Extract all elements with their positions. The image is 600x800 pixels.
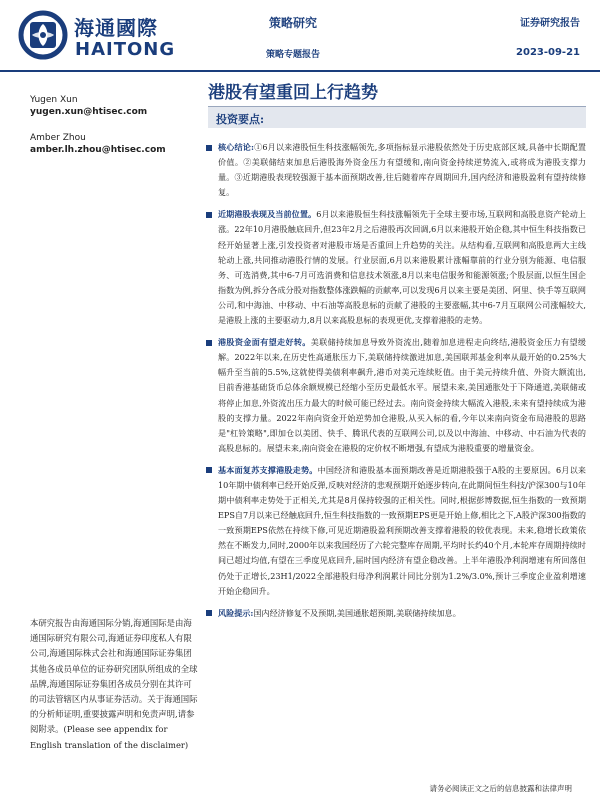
square-bullet-icon xyxy=(206,610,212,616)
section-lead: 基本面复苏支撑港股走势。 xyxy=(218,464,318,475)
section-lead: 港股资金面有望走好转。 xyxy=(218,337,311,348)
header-divider xyxy=(0,70,600,72)
report-date: 2023-09-21 xyxy=(516,47,580,58)
key-points-label: 投资要点: xyxy=(216,113,265,126)
report-category: 策略研究 xyxy=(268,16,317,30)
section-text: 国内经济修复不及预期,美国通胀超预期,美联储持续加息。 xyxy=(253,607,461,618)
section-text: 6月以来港股恒生科技涨幅领先于全球主要市场,互联网和高股息资产轮动上涨。22年10月港股触底回升,但23年2月之后港股再次回调,6月以来港股开始企稳,其中恒生科技指数已经开始显著上涨,引发投资者对港股市场是否重回上升趋势的关注。从结构看,互联网和高股息两大主线轮动上涨,共同推动港股行情的发展。行业层面,6月以来港股累计涨幅靠前的行业分别为能源、电信服务、可选消费,其中6-7月可选消费和信息技术领涨,8月以来电信服务和能源领涨;个股层面,以恒生国企指数为例,拆分各成分股对指数整体涨跌幅的贡献率,可以发现6月以来主要是美团、阿里、快手等互联网公司,和中海油、中移动、中石油等高股息标的贡献了港股的主要涨幅,其中6-7月互联网公司涨幅较大,是港股上涨的主要驱动力,8月以来高股息标的表现更优,支撑着港股的走势。 xyxy=(218,209,586,326)
header-category-block xyxy=(218,14,368,60)
square-bullet-icon xyxy=(206,212,212,218)
author-name: Amber Zhou xyxy=(30,133,86,143)
logo-chinese-name: 海通國際 xyxy=(74,16,158,40)
section-lead: 近期港股表现及当前位置。 xyxy=(218,209,317,220)
footer-note: 请务必阅读正文之后的信息披露和法律声明 xyxy=(429,784,572,793)
key-points-content xyxy=(204,140,586,621)
section-lead: 核心结论: xyxy=(218,142,254,152)
page-title: 港股有望重回上行趋势 xyxy=(208,83,378,103)
author-name: Yugen Xun xyxy=(30,95,78,105)
logo-english-name: HAITONG xyxy=(75,39,176,60)
header-meta-block xyxy=(516,14,580,58)
section-text: 美联储持续加息导致外资流出,随着加息进程走向终结,港股资金压力有望缓解。2022年以来,在历史性高通胀压力下,美联储持续激进加息,美国联邦基金利率从最开始的0.25%大幅升至当前的5.5%,这就使得美债利率飙升,港币对美元连续贬值。由于美元持续升值、外资大额流出,目前香港基础货币总体余额规模已经缩小至历史最低水平。展望未来,美国通胀处于下降通道,美联储或将停止加息,外资流出压力最大的时候可能已经过去。南向资金持续大幅流入港股,未来有望持续成为港股的支撑力量。2022年南向资金开始逆势加仓港股,从买入标的看,今年以来南向资金布局港股的思路是"杠铃策略",即加仓以美团、快手、腾讯代表的互联网公司,以及以中海油、中移动、中石油为代表的高股息标的。展望未来,南向资金在港股的定价权不断增强,有望成为港股重要的增量资金。 xyxy=(218,337,586,453)
author-email: amber.lh.zhou@htisec.com xyxy=(30,145,166,155)
section-text: 中国经济和港股基本面预期改善是近期港股强于A股的主要原因。6月以来10年期中债利率已经开始反弹,反映对经济的悲观预期开始逐步转向,在此期间恒生科技/沪深300与10年期中债利率走势处于正相关,尤其是8月保持较强的正相关性。同时,根据彭博数据,恒生指数的一致预期EPS自7月以来已经触底回升,恒生科技指数的一致预期EPS更是开始上修,相比之下,A股沪深300指数的一致预期EPS依然在持续下修,可见近期港股盈利预期改善支撑着港股的较优表现。未来,稳增长政策依然在不断发力,同时,2000年以来我国经历了六轮完整库存周期,平均时长约40个月,本轮库存周期持续时间已超过均值,有望在三季度见底回升,届时国内经济有望企稳改善。上半年港股净利润增速有所回落但仍处于正增长,23H1/2022全部港股归母净利润累计同比分别为1.2%/3.0%,预计三季度企业盈利增速开始企稳回升。 xyxy=(218,464,586,596)
square-bullet-icon xyxy=(206,145,212,151)
section-risk-warning xyxy=(204,606,586,621)
section-text: ①6月以来港股恒生科技涨幅领先,多项指标显示港股依然处于历史底部区域,具备中长期配置价值。②美联储结束加息后港股海外资金压力有望缓和,南向资金持续逆势流入,或将成为港股支撑力量。③近期港股表现较强源于基本面预期改善,往后随着库存周期回升,国内经济和港股盈利有望持续修复。 xyxy=(218,142,586,198)
key-points-heading xyxy=(208,106,586,128)
report-subcategory: 策略专题报告 xyxy=(265,50,320,60)
haitong-logo xyxy=(18,10,198,60)
report-header xyxy=(0,0,600,72)
section-fundamentals xyxy=(204,463,586,599)
haitong-emblem-icon xyxy=(18,10,68,60)
author-email: yugen.xun@htisec.com xyxy=(30,107,148,117)
square-bullet-icon xyxy=(206,467,212,473)
square-bullet-icon xyxy=(206,340,212,346)
author-list xyxy=(30,94,200,170)
section-core-conclusion xyxy=(204,140,586,200)
report-type: 证券研究报告 xyxy=(520,18,580,29)
disclaimer-text: 本研究报告由海通国际分销,海通国际是由海通国际研究有限公司,海通证券印度私人有限公司,海通国际株式会社和海通国际证券集团其他各成员单位的证券研究团队所组成的全球品牌,海通国际证券集团各成员分别在其许可的司法管辖区内从事证券活动。关于海通国际的分析师证明,重要披露声明和免责声明,请参阅附录。(Please see appendix for English translation of the disclaimer) xyxy=(30,618,198,750)
author-entry xyxy=(30,132,200,156)
author-entry xyxy=(30,94,200,118)
section-lead: 风险提示: xyxy=(218,607,254,618)
section-capital-flows xyxy=(204,335,586,456)
section-recent-performance xyxy=(204,207,586,328)
